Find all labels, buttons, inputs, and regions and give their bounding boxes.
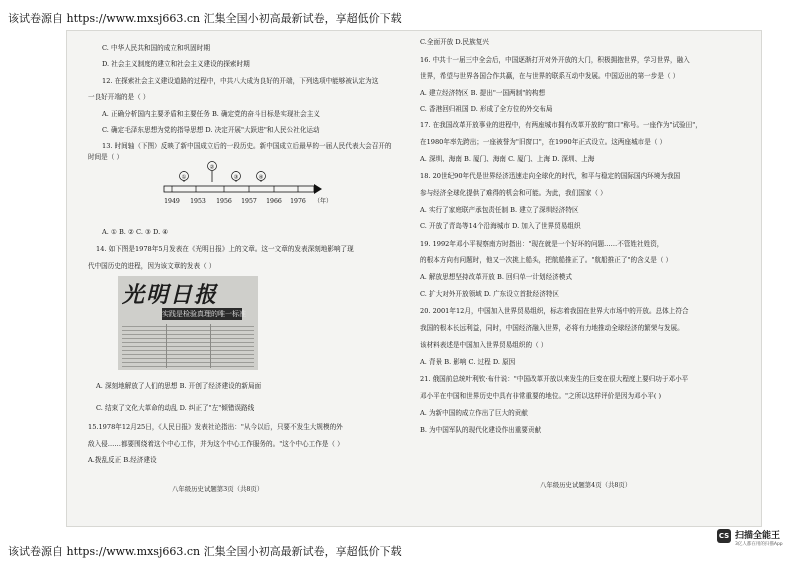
newspaper-headline: 实践是检验真理的唯一标准	[162, 310, 246, 318]
question-17: 17. 在我国改革开放事业的进程中，有两座城市拥有改革开放的"窗口"称号。一座作为"试验田"，	[420, 121, 702, 129]
watermark-top: 该试卷源自 https://www.mxsj663.cn 汇集全国小初高最新试卷，享超低价下载	[8, 12, 402, 25]
option-line: C. 中华人民共和国的成立和巩固时期	[102, 44, 210, 52]
option-line: A. 深刻地解放了人们的思想 B. 开创了经济建设的新局面	[96, 382, 262, 390]
newspaper-column-rule	[210, 324, 211, 368]
timeline-marker-label: ②	[209, 164, 215, 171]
timeline-marker-label: ④	[258, 174, 264, 181]
scanner-app-name: 扫描全能王	[735, 531, 781, 541]
question-20: 20. 2001年12月，中国加入世界贸易组织，标志着我国在世界大市场中的开放。总体上符合	[420, 307, 689, 315]
question-18-cont: 参与经济全球化提供了难得的机会和可能。为此，我们国家（ ）	[420, 189, 607, 197]
timeline-year: 1966	[266, 198, 282, 205]
newspaper-body-text	[122, 326, 254, 368]
question-19: 19. 1992年邓小平视察南方时指出："现在就是一个好坏的问题……不管姓社姓资，	[420, 240, 664, 248]
newspaper-clipping-image	[118, 276, 258, 370]
question-14: 14. 如下图是1978年5月发表在《光明日报》上的文章。这一文章的发表深刻地影响了现	[96, 245, 354, 253]
timeline-marker-label: ③	[233, 174, 239, 181]
option-line: A. 实行了家庭联产承包责任制 B. 建立了深圳经济特区	[420, 206, 579, 214]
option-line: C. 扩大对外开放领域 D. 广东设立首批经济特区	[420, 290, 560, 298]
question-13-options: A. ① B. ② C. ③ D. ④	[102, 228, 169, 236]
timeline-year: 1956	[216, 198, 232, 205]
option-line: A. 为新中国的成立作出了巨大的贡献	[420, 409, 528, 417]
scanner-app-badge	[717, 525, 789, 555]
timeline-year: 1949	[164, 198, 180, 205]
watermark-bottom: 该试卷源自 https://www.mxsj663.cn 汇集全国小初高最新试卷，享超低价下载	[8, 545, 402, 558]
question-13: 13. 时间轴（下图）反映了新中国成立后的一段历史。新中国成立后最早的一届人民代表大会召开的	[102, 142, 392, 150]
question-21-cont: 邓小平在中国和世界历史中具有非常重要的地位。"之所以这样评价是因为邓小平( )	[420, 392, 662, 400]
option-line: C. 开放了青岛等14个沿海城市 D. 加入了世界贸易组织	[420, 222, 581, 230]
timeline-bar	[164, 186, 314, 192]
camscanner-icon: CS	[717, 529, 731, 543]
option-line: C. 香港回归祖国 D. 形成了全方位的外交布局	[420, 105, 553, 113]
option-line: A. 正确分析国内主要矛盾和主要任务 B. 确定党的奋斗目标是实现社会主义	[102, 110, 320, 118]
question-18: 18. 20世纪90年代是世界经济迅速走向全球化的时代，和平与稳定的国际国内环境为我国	[420, 172, 681, 180]
option-line: A. 背景 B. 影响 C. 过程 D. 原因	[420, 358, 516, 366]
question-19-cont: 的根本方向有问题时，他又一次挑上船头，把航船推正了。"航船推正了"的含义是（ ）	[420, 256, 673, 264]
question-12: 12. 在探索社会主义建设道路的过程中，中共八大成为良好的开端，下列选项中能够被认定为这	[102, 77, 379, 85]
scanner-app-tagline: 3亿人都在用的扫描App	[735, 542, 783, 547]
question-20-cont: 该材料表述是中国加入世界贸易组织的（ ）	[420, 341, 548, 349]
question-12-cont: 一良好开端的是（ ）	[88, 93, 150, 101]
question-14-cont: 代中国历史的进程，因为该文章的发表（ ）	[88, 262, 216, 270]
timeline-arrow	[314, 184, 322, 194]
timeline-year: 1976	[290, 198, 306, 205]
question-16: 16. 中共十一届三中全会后，中国逐渐打开对外开放的大门，积极拥抱世界，学习世界，融入	[420, 56, 690, 64]
timeline-year: 1957	[241, 198, 257, 205]
timeline-unit: （年）	[314, 198, 333, 205]
question-17-cont: 在1980年率先跨出；一座被誉为"旧窗口"，在1990年正式设立。这两座城市是（ ）	[420, 138, 667, 146]
timeline-marker-label: ①	[181, 174, 187, 181]
option-line: A. 深圳、海南 B. 厦门、海南 C. 厦门、上海 D. 深圳、上海	[420, 155, 595, 163]
question-15-cont: 敌入侵……都要围绕着这个中心工作，并为这个中心工作服务的。"这个中心工作是（ ）	[88, 440, 344, 448]
option-line: C. 确定毛泽东思想为党的指导思想 D. 决定开展"大跃进"和人民公社化运动	[102, 126, 320, 134]
option-line: A. 建立经济特区 B. 提出"一国两制"的构想	[420, 89, 546, 97]
newspaper-masthead: 光明日报	[122, 282, 219, 308]
option-line: C. 结束了文化大革命的动乱 D. 纠正了"左"倾错误路线	[96, 404, 255, 412]
option-line: C.全面开放 D.民族复兴	[420, 38, 489, 46]
question-21: 21. 俄国前总统叶利钦·布什说："中国改革开放以来发生的巨变在很大程度上要归功于邓小平	[420, 375, 689, 383]
option-line: A. 解放思想坚持改革开放 B. 回归单一计划经济模式	[420, 273, 572, 281]
option-line: D. 社会主义制度的建立和社会主义建设的探索时期	[102, 60, 250, 68]
timeline-diagram	[124, 160, 334, 214]
option-line: B. 为中国军队的现代化建设作出重要贡献	[420, 426, 542, 434]
question-16-cont: 世界，希望与世界各国合作共赢，在与世界的联系互动中发展。中国迈出的第一步是（ ）	[420, 72, 680, 80]
newspaper-column-rule	[166, 324, 167, 368]
page-footer-left: 八年级历史试题第3页（共8页）	[172, 485, 264, 493]
question-20-cont: 我国的根本长远利益，同时，中国经济融入世界，必将有力地推动全球经济的繁荣与发展。	[420, 324, 684, 332]
option-line: A.拨乱反正 B.经济建设	[88, 456, 157, 464]
timeline-year: 1953	[190, 198, 206, 205]
question-13-cont: 时间是（ ）	[88, 153, 124, 161]
question-15: 15.1978年12月25日，《人民日报》发表社论指出："从今以后，只要不发生大规模的外	[88, 423, 343, 431]
page-footer-right: 八年级历史试题第4页（共8页）	[540, 481, 632, 489]
